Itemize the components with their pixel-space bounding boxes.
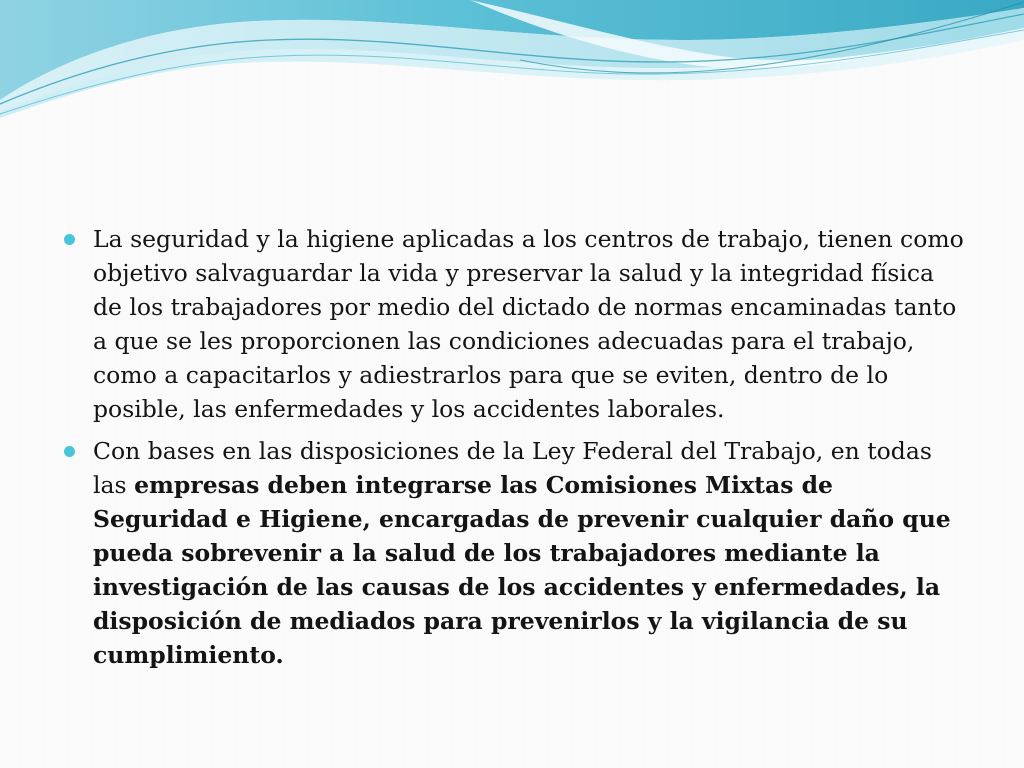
bullet-text-1: La seguridad y la higiene aplicadas a los centros de trabajo, tienen como objetivo salvaguardar la vida y preservar la salud y la integridad física de los trabajadores por medio del dictado de normas encaminadas tanto a que se les proporcionen las condiciones adecuadas para el trabajo, como a capacitarlos y adiestrarlos para que se eviten, dentro de lo posible, las enfermedades y los accidentes laborales. [93, 225, 964, 423]
bullet-dot-icon [64, 234, 75, 245]
bullet-text-2-bold: empresas deben integrarse las Comisiones Mixtas de Seguridad e Higiene, encargadas de prevenir cualquier daño que pueda sobrevenir a la salud de los trabajadores mediante la investigación de las causas de los accidentes y enfermedades, la disposición de mediados para prevenirlos y la vigilancia de su cumplimiento. [93, 471, 951, 669]
slide-body [60, 222, 970, 680]
bullet-item-1 [60, 222, 970, 426]
bullet-item-2 [60, 434, 970, 672]
bullet-text-2-plain: Con bases en las disposiciones de la Ley Federal del Trabajo, en todas las [93, 437, 932, 499]
wave-header-decoration [0, 0, 1024, 130]
bullet-dot-icon [64, 446, 75, 457]
